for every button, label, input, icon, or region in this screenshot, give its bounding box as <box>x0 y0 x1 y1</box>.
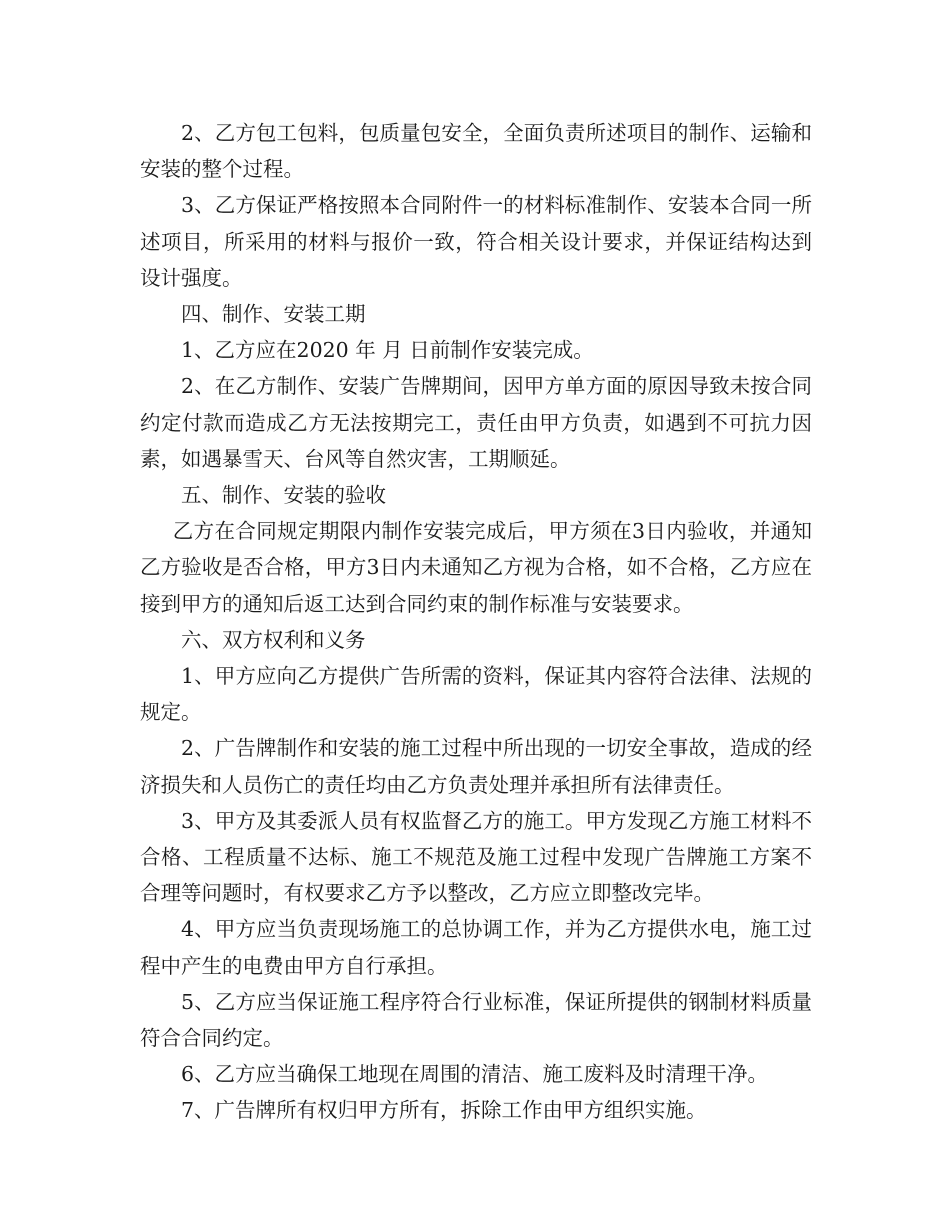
clause-2-safety-liability: 2、广告牌制作和安装的施工过程中所出现的一切安全事故，造成的经济损失和人员伤亡的责任均由乙方负责处理并承担所有法律责任。 <box>140 736 812 797</box>
clause-2-delay: 2、在乙方制作、安装广告牌期间，因甲方单方面的原因导致未按合同约定付款而造成乙方无法按期完工，责任由甲方负责，如遇到不可抗力因素，如遇暴雪天、台风等自然灾害，工期顺延。 <box>140 374 812 471</box>
clause-3-material-standard: 3、乙方保证严格按照本合同附件一的材料标准制作、安装本合同一所述项目，所采用的材料与报价一致，符合相关设计要求，并保证结构达到设计强度。 <box>140 193 812 290</box>
section-heading-schedule: 四、制作、安装工期 <box>181 302 366 327</box>
clause-6-site-cleanliness: 6、乙方应当确保工地现在周围的清洁、施工废料及时清理干净。 <box>181 1062 769 1087</box>
document-body <box>140 115 812 1129</box>
section-heading-acceptance: 五、制作、安装的验收 <box>181 483 386 508</box>
clause-3-supervision: 3、甲方及其委派人员有权监督乙方的施工。甲方发现乙方施工材料不合格、工程质量不达标、施工不规范及施工过程中发现广告牌施工方案不合理等问题时，有权要求乙方予以整改，乙方应立即整改完毕。 <box>140 808 812 906</box>
clause-1-materials-provided: 1、甲方应向乙方提供广告所需的资料，保证其内容符合法律、法规的规定。 <box>140 664 812 725</box>
section-heading-rights-obligations: 六、双方权利和义务 <box>181 627 366 652</box>
clause-2-contractor-responsibility: 2、乙方包工包料，包质量包安全，全面负责所述项目的制作、运输和安装的整个过程。 <box>140 121 812 182</box>
clause-7-ownership: 7、广告牌所有权归甲方所有，拆除工作由甲方组织实施。 <box>181 1098 707 1123</box>
clause-1-completion-date: 1、乙方应在2020 年 月 日前制作安装完成。 <box>181 338 594 363</box>
clause-5-standards: 5、乙方应当保证施工程序符合行业标准，保证所提供的钢制材料质量符合合同约定。 <box>140 989 812 1051</box>
acceptance-paragraph: 乙方在合同规定期限内制作安装完成后，甲方须在3日内验收，并通知乙方验收是否合格，甲方3日内未通知乙方视为合格，如不合格，乙方应在接到甲方的通知后返工达到合同约束的制作标准与安装要求。 <box>140 519 812 616</box>
clause-4-coordination: 4、甲方应当负责现场施工的总协调工作，并为乙方提供水电，施工过程中产生的电费由甲方自行承担。 <box>140 917 812 978</box>
